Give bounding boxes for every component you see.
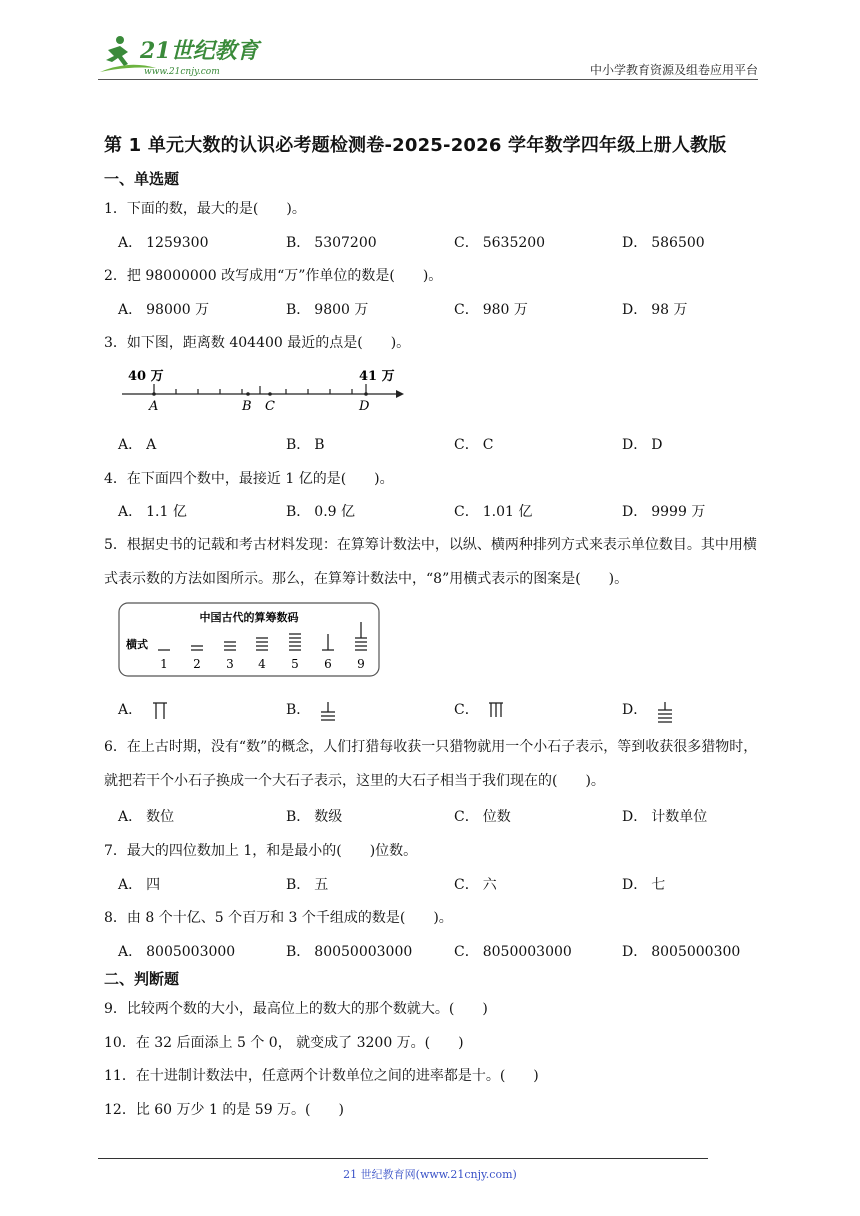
q3-option-b[interactable]: B． B: [286, 437, 325, 453]
svg-text:2: 2: [193, 657, 201, 671]
rod-glyph-a-icon: [151, 700, 169, 720]
q8-option-a[interactable]: A． 8005003000: [118, 944, 236, 960]
q1-option-b[interactable]: B． 5307200: [286, 235, 377, 251]
q3-option-a[interactable]: A． A: [118, 437, 157, 453]
counting-rods-figure: [118, 602, 380, 678]
question-7-text: 7．最大的四位数加上 1，和是最小的( )位数。: [104, 843, 418, 859]
point-c-label: C: [265, 399, 275, 414]
svg-text:21世纪教育: 21世纪教育: [140, 38, 259, 64]
q3-option-d[interactable]: D． D: [622, 437, 663, 453]
q8-option-d[interactable]: D． 8005000300: [622, 944, 741, 960]
svg-text:9: 9: [357, 657, 365, 671]
question-9-text: 9．比较两个数的大小，最高位上的数大的那个数就大。( ): [104, 1001, 488, 1017]
q6-option-c[interactable]: C． 位数: [454, 809, 511, 825]
point-b-label: B: [242, 399, 252, 414]
q7-option-a[interactable]: A． 四: [118, 877, 161, 893]
rods-figure-title: 中国古代的算筹数码: [199, 611, 299, 624]
q8-option-b[interactable]: B． 80050003000: [286, 944, 413, 960]
section-heading-single-choice: 一、单选题: [104, 170, 180, 188]
q3-option-c[interactable]: C． C: [454, 437, 494, 453]
q4-option-d[interactable]: D． 9999 万: [622, 504, 706, 520]
rods-row-label: 横式: [126, 638, 148, 651]
svg-text:3: 3: [226, 657, 234, 671]
q8-option-c[interactable]: C． 8050003000: [454, 944, 572, 960]
point-d-label: D: [359, 399, 370, 414]
number-line-start-label: 40 万: [128, 369, 164, 384]
q7-option-d[interactable]: D． 七: [622, 877, 666, 893]
q6-option-d[interactable]: D． 计数单位: [622, 809, 708, 825]
question-4-text: 4．在下面四个数中，最接近 1 亿的是( )。: [104, 471, 394, 487]
q7-option-b[interactable]: B． 五: [286, 877, 329, 893]
platform-tagline: 中小学教育资源及组卷应用平台: [589, 63, 758, 77]
question-2-text: 2．把 98000000 改写成用“万”作单位的数是( )。: [104, 268, 443, 284]
rod-glyph-b-icon: [319, 700, 337, 722]
number-line-figure: [116, 364, 406, 416]
header-divider: [98, 79, 758, 80]
number-line-ticks: [154, 384, 366, 394]
q5-option-d[interactable]: D．: [622, 699, 674, 724]
section-heading-true-false: 二、判断题: [104, 970, 180, 988]
svg-text:1: 1: [160, 657, 168, 671]
q5-option-c[interactable]: C．: [454, 699, 505, 720]
q5-option-a[interactable]: A．: [118, 699, 169, 720]
q2-option-b[interactable]: B． 9800 万: [286, 302, 369, 318]
q1-option-a[interactable]: A． 1259300: [118, 235, 209, 251]
question-1-text: 1．下面的数，最大的是( )。: [104, 201, 306, 217]
q6-option-b[interactable]: B． 数级: [286, 809, 343, 825]
svg-text:5: 5: [291, 657, 299, 671]
question-6-text: 6．在上古时期，没有“数”的概念，人们打猎每收获一只猎物就用一个小石子表示，等到收获很多猎物时，就把若干个小石子换成一个大石子表示，这里的大石子相当于我们现在的( )。: [104, 739, 758, 789]
question-5-text: 5．根据史书的记载和考古材料发现：在算筹计数法中，以纵、横两种排列方式来表示单位数目。其中用横式表示数的方法如图所示。那么，在算筹计数法中，“8”用横式表示的图案是( )。: [104, 537, 757, 587]
svg-text:6: 6: [324, 657, 332, 671]
q4-option-a[interactable]: A． 1.1 亿: [118, 504, 187, 520]
number-line-arrow: [396, 390, 404, 398]
footer-divider: [98, 1158, 708, 1159]
q2-option-d[interactable]: D． 98 万: [622, 302, 688, 318]
page-header: [98, 30, 758, 80]
q2-option-a[interactable]: A． 98000 万: [118, 302, 210, 318]
q4-option-b[interactable]: B． 0.9 亿: [286, 504, 356, 520]
number-line-end-label: 41 万: [359, 369, 395, 384]
q2-option-c[interactable]: C． 980 万: [454, 302, 528, 318]
q1-option-d[interactable]: D． 586500: [622, 235, 705, 251]
q1-option-c[interactable]: C． 5635200: [454, 235, 546, 251]
q5-option-b[interactable]: B．: [286, 699, 337, 722]
q4-option-c[interactable]: C． 1.01 亿: [454, 504, 533, 520]
footer-link[interactable]: 21 世纪教育网(www.21cnjy.com): [343, 1168, 517, 1181]
svg-text:www.21cnjy.com: www.21cnjy.com: [144, 67, 220, 77]
site-logo: [98, 32, 268, 78]
question-12-text: 12．比 60 万少 1 的是 59 万。( ): [104, 1102, 344, 1118]
q6-option-a[interactable]: A． 数位: [118, 809, 175, 825]
question-11-text: 11．在十进制计数法中，任意两个计数单位之间的进率都是十。( ): [104, 1068, 539, 1084]
q7-option-c[interactable]: C． 六: [454, 877, 497, 893]
rod-glyph-c-icon: [487, 700, 505, 720]
svg-text:4: 4: [258, 657, 266, 671]
question-3-text: 3．如下图，距离数 404400 最近的点是( )。: [104, 335, 411, 351]
page-title: 第 1 单元大数的认识必考题检测卷-2025-2026 学年数学四年级上册人教版: [104, 135, 727, 156]
rod-glyph-d-icon: [656, 700, 674, 724]
question-10-text: 10．在 32 后面添上 5 个 0， 就变成了 3200 万。( ): [104, 1035, 464, 1051]
question-8-text: 8．由 8 个十亿、5 个百万和 3 个千组成的数是( )。: [104, 910, 453, 926]
point-a-label: A: [149, 399, 159, 414]
